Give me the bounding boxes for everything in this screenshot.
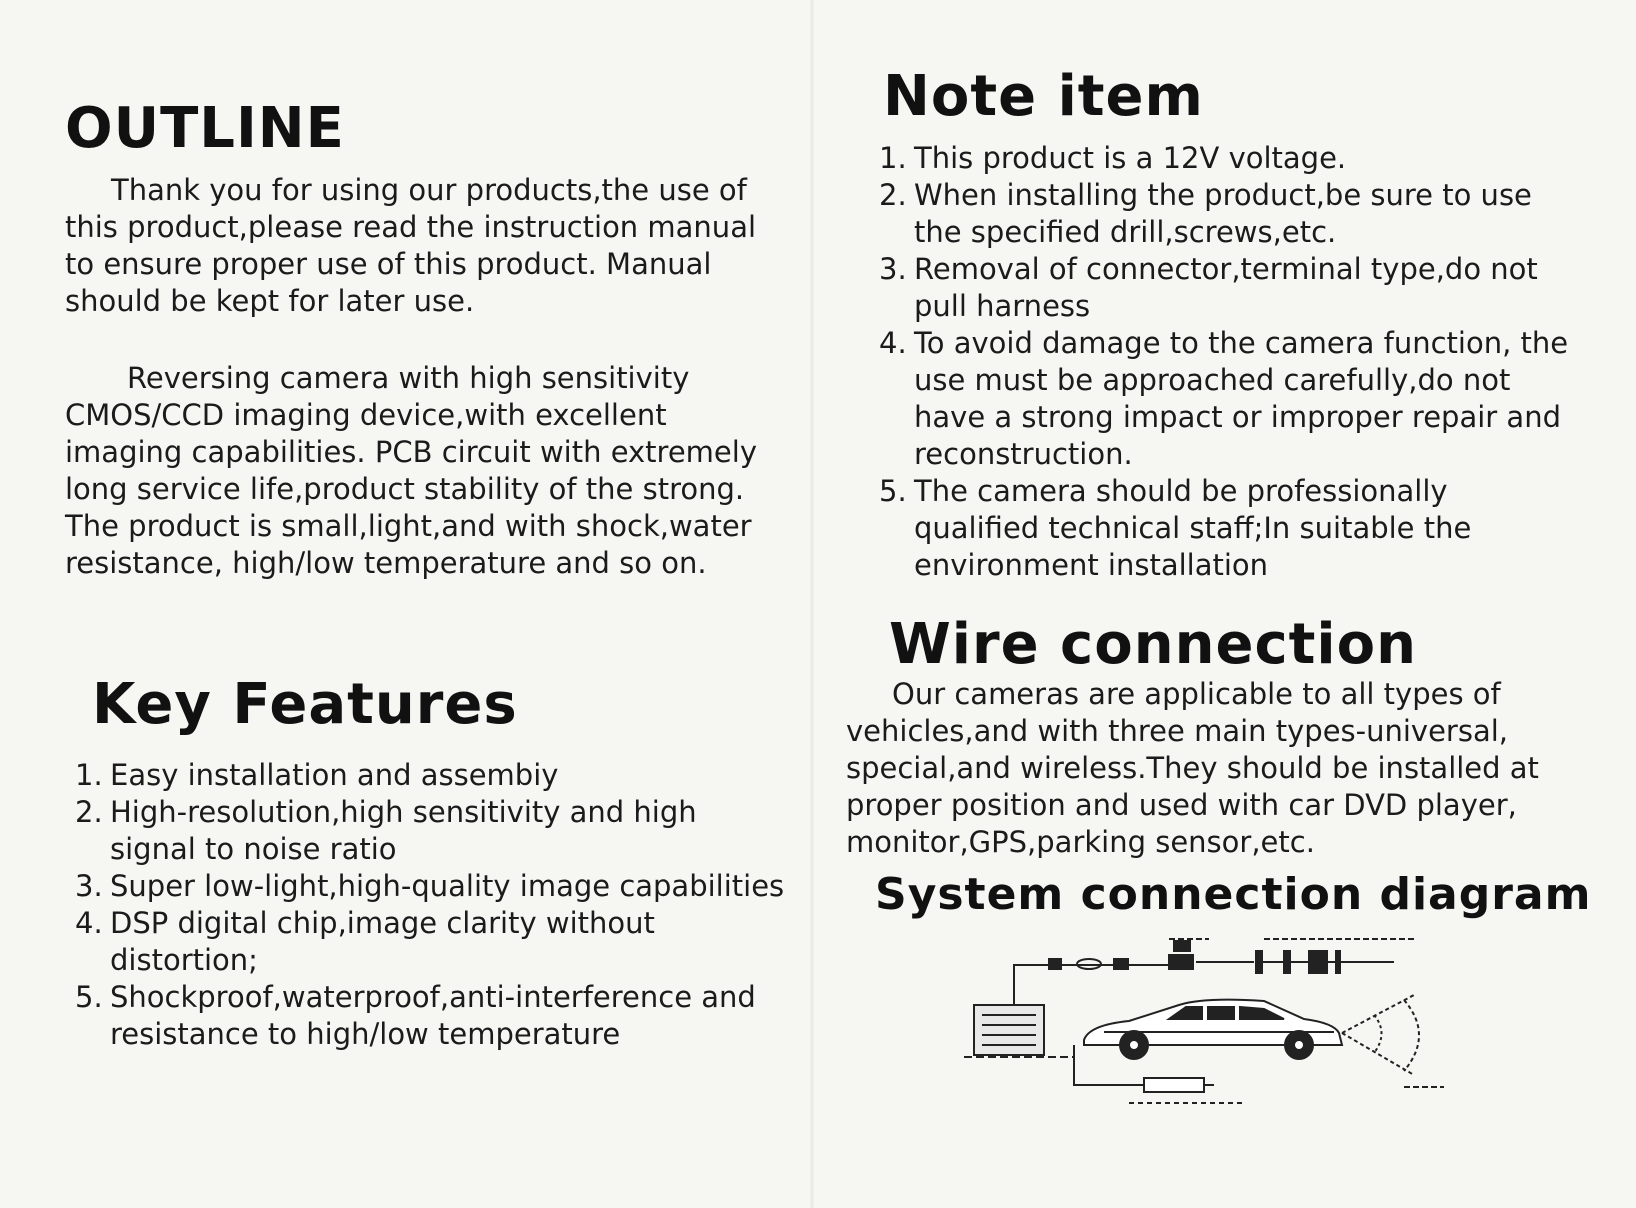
list-item: 5. Shockproof,waterproof,anti-interference and resistance to high/low temperature xyxy=(75,980,756,1051)
outline-heading: OUTLINE xyxy=(65,96,345,161)
key-features-list xyxy=(75,757,785,1053)
list-item: 2. High-resolution,high sensitivity and high signal to noise ratio xyxy=(75,795,697,866)
wire-connection-paragraph: Our cameras are applicable to all types of vehicles,and with three main types-universal, special,and wireless.They should be installed at proper position and used with car DVD player, monitor,GPS,parking sensor,etc. xyxy=(846,677,1539,859)
left-panel xyxy=(0,0,810,1208)
list-item: 1. This product is a 12V voltage. xyxy=(879,141,1347,175)
list-item: 1. Easy installation and assembiy xyxy=(75,758,559,792)
list-item: 4. DSP digital chip,image clarity without distortion; xyxy=(75,906,655,977)
outline-paragraph-2: Reversing camera with high sensitivity CMOS/CCD imaging device,with excellent imaging capabilities. PCB circuit with extremely long service life,product stability of the strong. The product is small,light,and with shock,water resistance, high/low temperature and so on. xyxy=(65,361,757,580)
list-item: 2. When installing the product,be sure to use the specified drill,screws,etc. xyxy=(879,178,1532,249)
note-item-heading: Note item xyxy=(883,64,1204,129)
outline-paragraph-1: Thank you for using our products,the use of this product,please read the instruction manual to ensure proper use of this product. Manual should be kept for later use. xyxy=(65,173,757,318)
system-connection-diagram xyxy=(964,935,1524,1155)
key-features-heading: Key Features xyxy=(92,672,518,737)
list-item: 5. The camera should be professionally qualified technical staff;In suitable the environment installation xyxy=(879,474,1472,582)
list-item: 3. Removal of connector,terminal type,do not pull harness xyxy=(879,252,1538,323)
right-panel xyxy=(814,0,1636,1208)
list-item: 4. To avoid damage to the camera function, the use must be approached carefully,do not have a strong impact or improper repair and reconstruction. xyxy=(879,326,1569,471)
wire-connection-heading: Wire connection xyxy=(889,612,1417,677)
list-item: 3. Super low-light,high-quality image capabilities xyxy=(75,869,785,903)
note-item-list xyxy=(879,140,1579,584)
system-diagram-heading: System connection diagram xyxy=(875,869,1592,920)
